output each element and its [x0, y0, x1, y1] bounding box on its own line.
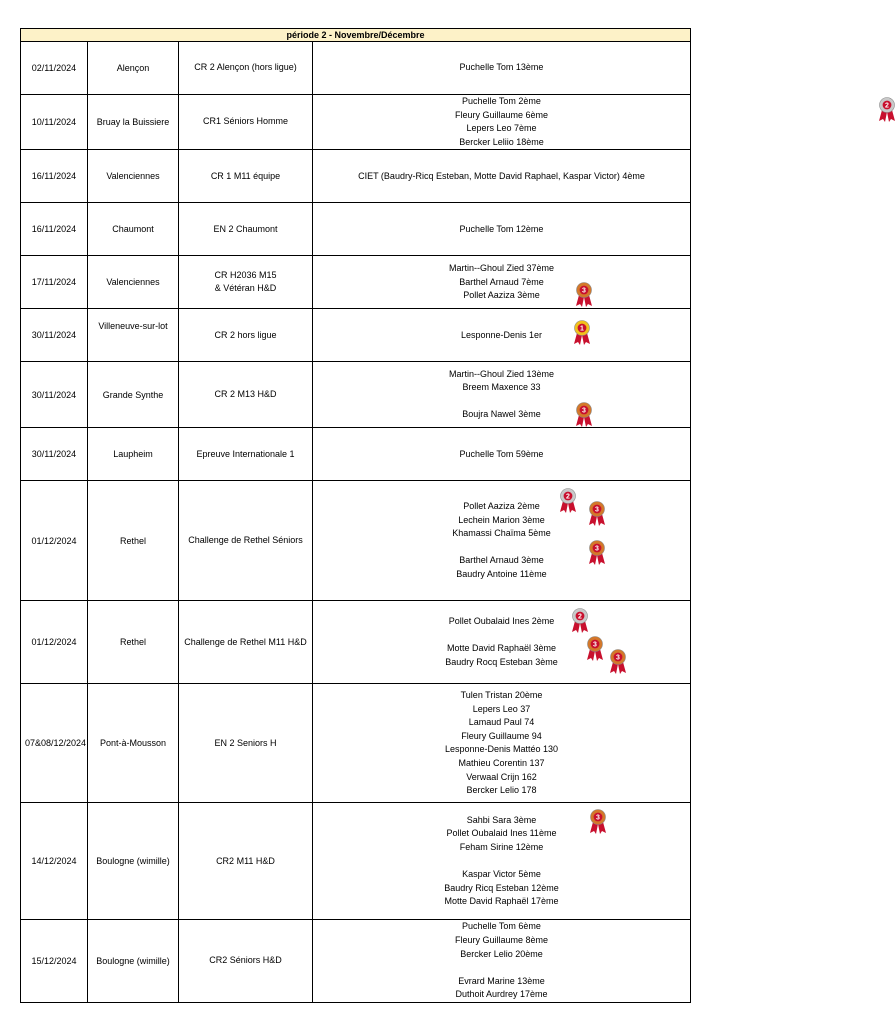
result-line: Barthel Arnaud 7ème	[459, 276, 544, 287]
event-town: Pont-à-Mousson	[88, 684, 179, 803]
svg-text:3: 3	[616, 654, 620, 662]
svg-text:3: 3	[593, 641, 597, 649]
competition-name	[179, 42, 313, 95]
result-line: CIET (Baudry-Ricq Esteban, Motte David Raphael, Kaspar Victor) 4ème	[358, 170, 645, 181]
result-row	[21, 150, 691, 203]
competition-line: CR 2 M13 H&D	[214, 389, 277, 400]
result-line: Sahbi Sara 3ème	[466, 814, 537, 825]
results-cell	[313, 684, 691, 803]
result-row	[21, 256, 691, 309]
competition-line: EN 2 Seniors H	[214, 737, 277, 748]
competition-name	[179, 803, 313, 920]
event-date: 16/11/2024	[21, 203, 88, 256]
result-line: Lepers Leo 37	[472, 703, 531, 714]
competition-line: Challenge de Rethel M11 H&D	[184, 636, 307, 647]
results-spacer	[313, 629, 690, 643]
result-line: Baudry Rocq Esteban 3ème	[445, 656, 558, 667]
result-row	[21, 803, 691, 920]
result-line: Boujra Nawel 3ème	[462, 409, 541, 420]
results-spacer	[313, 541, 690, 555]
event-date: 14/12/2024	[21, 803, 88, 920]
result-row	[21, 481, 691, 601]
result-row	[21, 684, 691, 803]
svg-text:3: 3	[595, 506, 599, 514]
result-row	[21, 428, 691, 481]
result-row	[21, 42, 691, 95]
result-line: Pollet Oubalaid Ines 2ème	[448, 616, 555, 627]
event-date: 30/11/2024	[21, 362, 88, 428]
result-line: Pollet Oubalaid Ines 11ème	[446, 828, 557, 839]
medal-bronze-icon	[609, 649, 627, 675]
results-cell	[313, 920, 691, 1003]
event-town: Valenciennes	[88, 256, 179, 309]
result-row	[21, 95, 691, 150]
result-row	[21, 309, 691, 362]
result-line: Puchelle Tom 6ème	[462, 921, 541, 932]
event-town: Alençon	[88, 42, 179, 95]
result-line: Pollet Aaziza 2ème	[463, 501, 540, 512]
event-date: 10/11/2024	[21, 95, 88, 150]
competition-line: CR H2036 M15	[214, 269, 277, 280]
event-town: Boulogne (wimille)	[88, 920, 179, 1003]
competition-name	[179, 309, 313, 362]
result-line: Lechein Marion 3ème	[458, 514, 545, 525]
result-line: Fleury Guillaume 6ème	[454, 109, 549, 120]
competition-line: CR 2 hors ligue	[214, 329, 277, 340]
result-row	[21, 920, 691, 1003]
result-line: Baudry Ricq Esteban 12ème	[444, 882, 559, 893]
competition-name	[179, 920, 313, 1003]
result-line: Fleury Guillaume 8ème	[454, 934, 549, 945]
result-line: Mathieu Corentin 137	[458, 757, 545, 768]
competition-line: CR1 Séniors Homme	[202, 116, 289, 127]
result-line: Motte David Raphaël 17ème	[444, 896, 559, 907]
result-line: Bercker Leliio 18ème	[459, 136, 544, 147]
competition-name	[179, 428, 313, 481]
result-line: Khamassi Chaïma 5ème	[452, 528, 551, 539]
svg-text:3: 3	[582, 287, 586, 295]
results-cell	[313, 150, 691, 203]
competition-line: EN 2 Chaumont	[213, 223, 278, 234]
results-spacer	[313, 855, 690, 869]
medal-silver-icon	[559, 488, 577, 514]
result-line: Bercker Lelio 20ème	[460, 948, 543, 959]
event-date: 17/11/2024	[21, 256, 88, 309]
result-row	[21, 601, 691, 684]
result-line: Verwaal Crijn 162	[466, 771, 537, 782]
result-line: Feham Sirine 12ème	[459, 841, 544, 852]
svg-text:1: 1	[580, 325, 584, 333]
svg-text:3: 3	[582, 407, 586, 415]
medal-bronze-icon	[589, 809, 607, 835]
results-cell	[313, 362, 691, 428]
results-spacer	[313, 961, 690, 975]
event-date: 30/11/2024	[21, 309, 88, 362]
event-date: 01/12/2024	[21, 601, 88, 684]
medal-gold-icon	[573, 320, 591, 346]
result-line: Kaspar Victor 5ème	[462, 869, 541, 880]
event-town: Laupheim	[88, 428, 179, 481]
results-cell	[313, 601, 691, 684]
result-row	[21, 362, 691, 428]
results-cell	[313, 256, 691, 309]
result-line: Barthel Arnaud 3ème	[459, 555, 544, 566]
result-line: Tulen Tristan 20ème	[460, 690, 543, 700]
event-date: 07&08/12/2024	[21, 684, 88, 803]
result-line: Baudry Antoine 11ème	[456, 569, 547, 580]
result-line: Puchelle Tom 13ème	[459, 62, 544, 73]
result-line: Pollet Aaziza 3ème	[463, 290, 540, 301]
competition-line: CR 2 Alençon (hors ligue)	[194, 62, 297, 73]
medal-bronze-icon	[575, 282, 593, 308]
results-spacer	[313, 395, 690, 409]
event-town: Valenciennes	[88, 150, 179, 203]
results-table	[20, 28, 889, 1003]
competition-line: CR2 M11 H&D	[216, 855, 275, 866]
result-line: Evrard Marine 13ème	[458, 975, 545, 986]
result-line: Fleury Guillaume 94	[461, 730, 542, 741]
result-line: Duthoit Aurdrey 17ème	[455, 989, 548, 1000]
results-cell	[313, 803, 691, 920]
result-line: Puchelle Tom 2ème	[462, 96, 541, 106]
event-town: Chaumont	[88, 203, 179, 256]
results-cell	[313, 428, 691, 481]
result-line: Breem Maxence 33	[462, 382, 541, 393]
event-date: 16/11/2024	[21, 150, 88, 203]
medal-bronze-icon	[586, 636, 604, 662]
result-line: Lepers Leo 7ème	[466, 123, 537, 134]
result-line: Martin--Ghoul Zied 13ème	[448, 368, 555, 379]
event-date: 30/11/2024	[21, 428, 88, 481]
competition-name	[179, 256, 313, 309]
result-line: Motte David Raphaël 3ème	[446, 643, 557, 654]
results-cell	[313, 481, 691, 601]
event-date: 15/12/2024	[21, 920, 88, 1003]
result-line: Lesponne-Denis 1er	[460, 329, 543, 340]
svg-text:2: 2	[578, 613, 582, 621]
competition-line: Challenge de Rethel Séniors	[188, 535, 303, 546]
event-town: Rethel	[88, 481, 179, 601]
event-town: Grande Synthe	[88, 362, 179, 428]
competition-name	[179, 203, 313, 256]
competition-line: CR 1 M11 équipe	[210, 170, 281, 181]
competition-name	[179, 481, 313, 601]
svg-text:3: 3	[595, 545, 599, 553]
svg-text:2: 2	[566, 493, 570, 501]
competition-line: & Vétéran H&D	[214, 283, 277, 294]
results-cell	[313, 203, 691, 256]
result-line: Lesponne-Denis Mattéo 130	[444, 744, 559, 755]
competition-name	[179, 150, 313, 203]
medal-silver-icon	[878, 97, 896, 123]
competition-name	[179, 95, 313, 150]
svg-text:3: 3	[596, 814, 600, 822]
competition-line: CR2 Séniors H&D	[209, 955, 282, 966]
event-town: Rethel	[88, 601, 179, 684]
results-cell	[313, 42, 691, 95]
result-line: Bercker Lelio 178	[466, 785, 537, 796]
event-date: 01/12/2024	[21, 481, 88, 601]
result-line: Martin--Ghoul Zied 37ème	[448, 262, 555, 273]
competition-name	[179, 601, 313, 684]
competition-line: Epreuve Internationale 1	[196, 448, 295, 459]
event-town: Bruay la Buissiere	[88, 95, 179, 150]
result-line: Puchelle Tom 12ème	[459, 223, 544, 234]
event-town: Villeneuve-sur-lot	[88, 309, 179, 362]
result-line: Puchelle Tom 59ème	[459, 448, 544, 459]
competition-name	[179, 684, 313, 803]
svg-text:2: 2	[885, 102, 889, 110]
medal-bronze-icon	[588, 501, 606, 527]
period-header: période 2 - Novembre/Décembre	[21, 29, 691, 42]
competition-name	[179, 362, 313, 428]
event-date: 02/11/2024	[21, 42, 88, 95]
results-cell	[313, 309, 691, 362]
results-cell	[313, 95, 889, 150]
period-header-row	[21, 29, 691, 42]
medal-bronze-icon	[575, 402, 593, 428]
result-line: Lamaud Paul 74	[468, 717, 535, 728]
medal-silver-icon	[571, 608, 589, 634]
medal-bronze-icon	[588, 540, 606, 566]
event-town: Boulogne (wimille)	[88, 803, 179, 920]
result-row	[21, 203, 691, 256]
